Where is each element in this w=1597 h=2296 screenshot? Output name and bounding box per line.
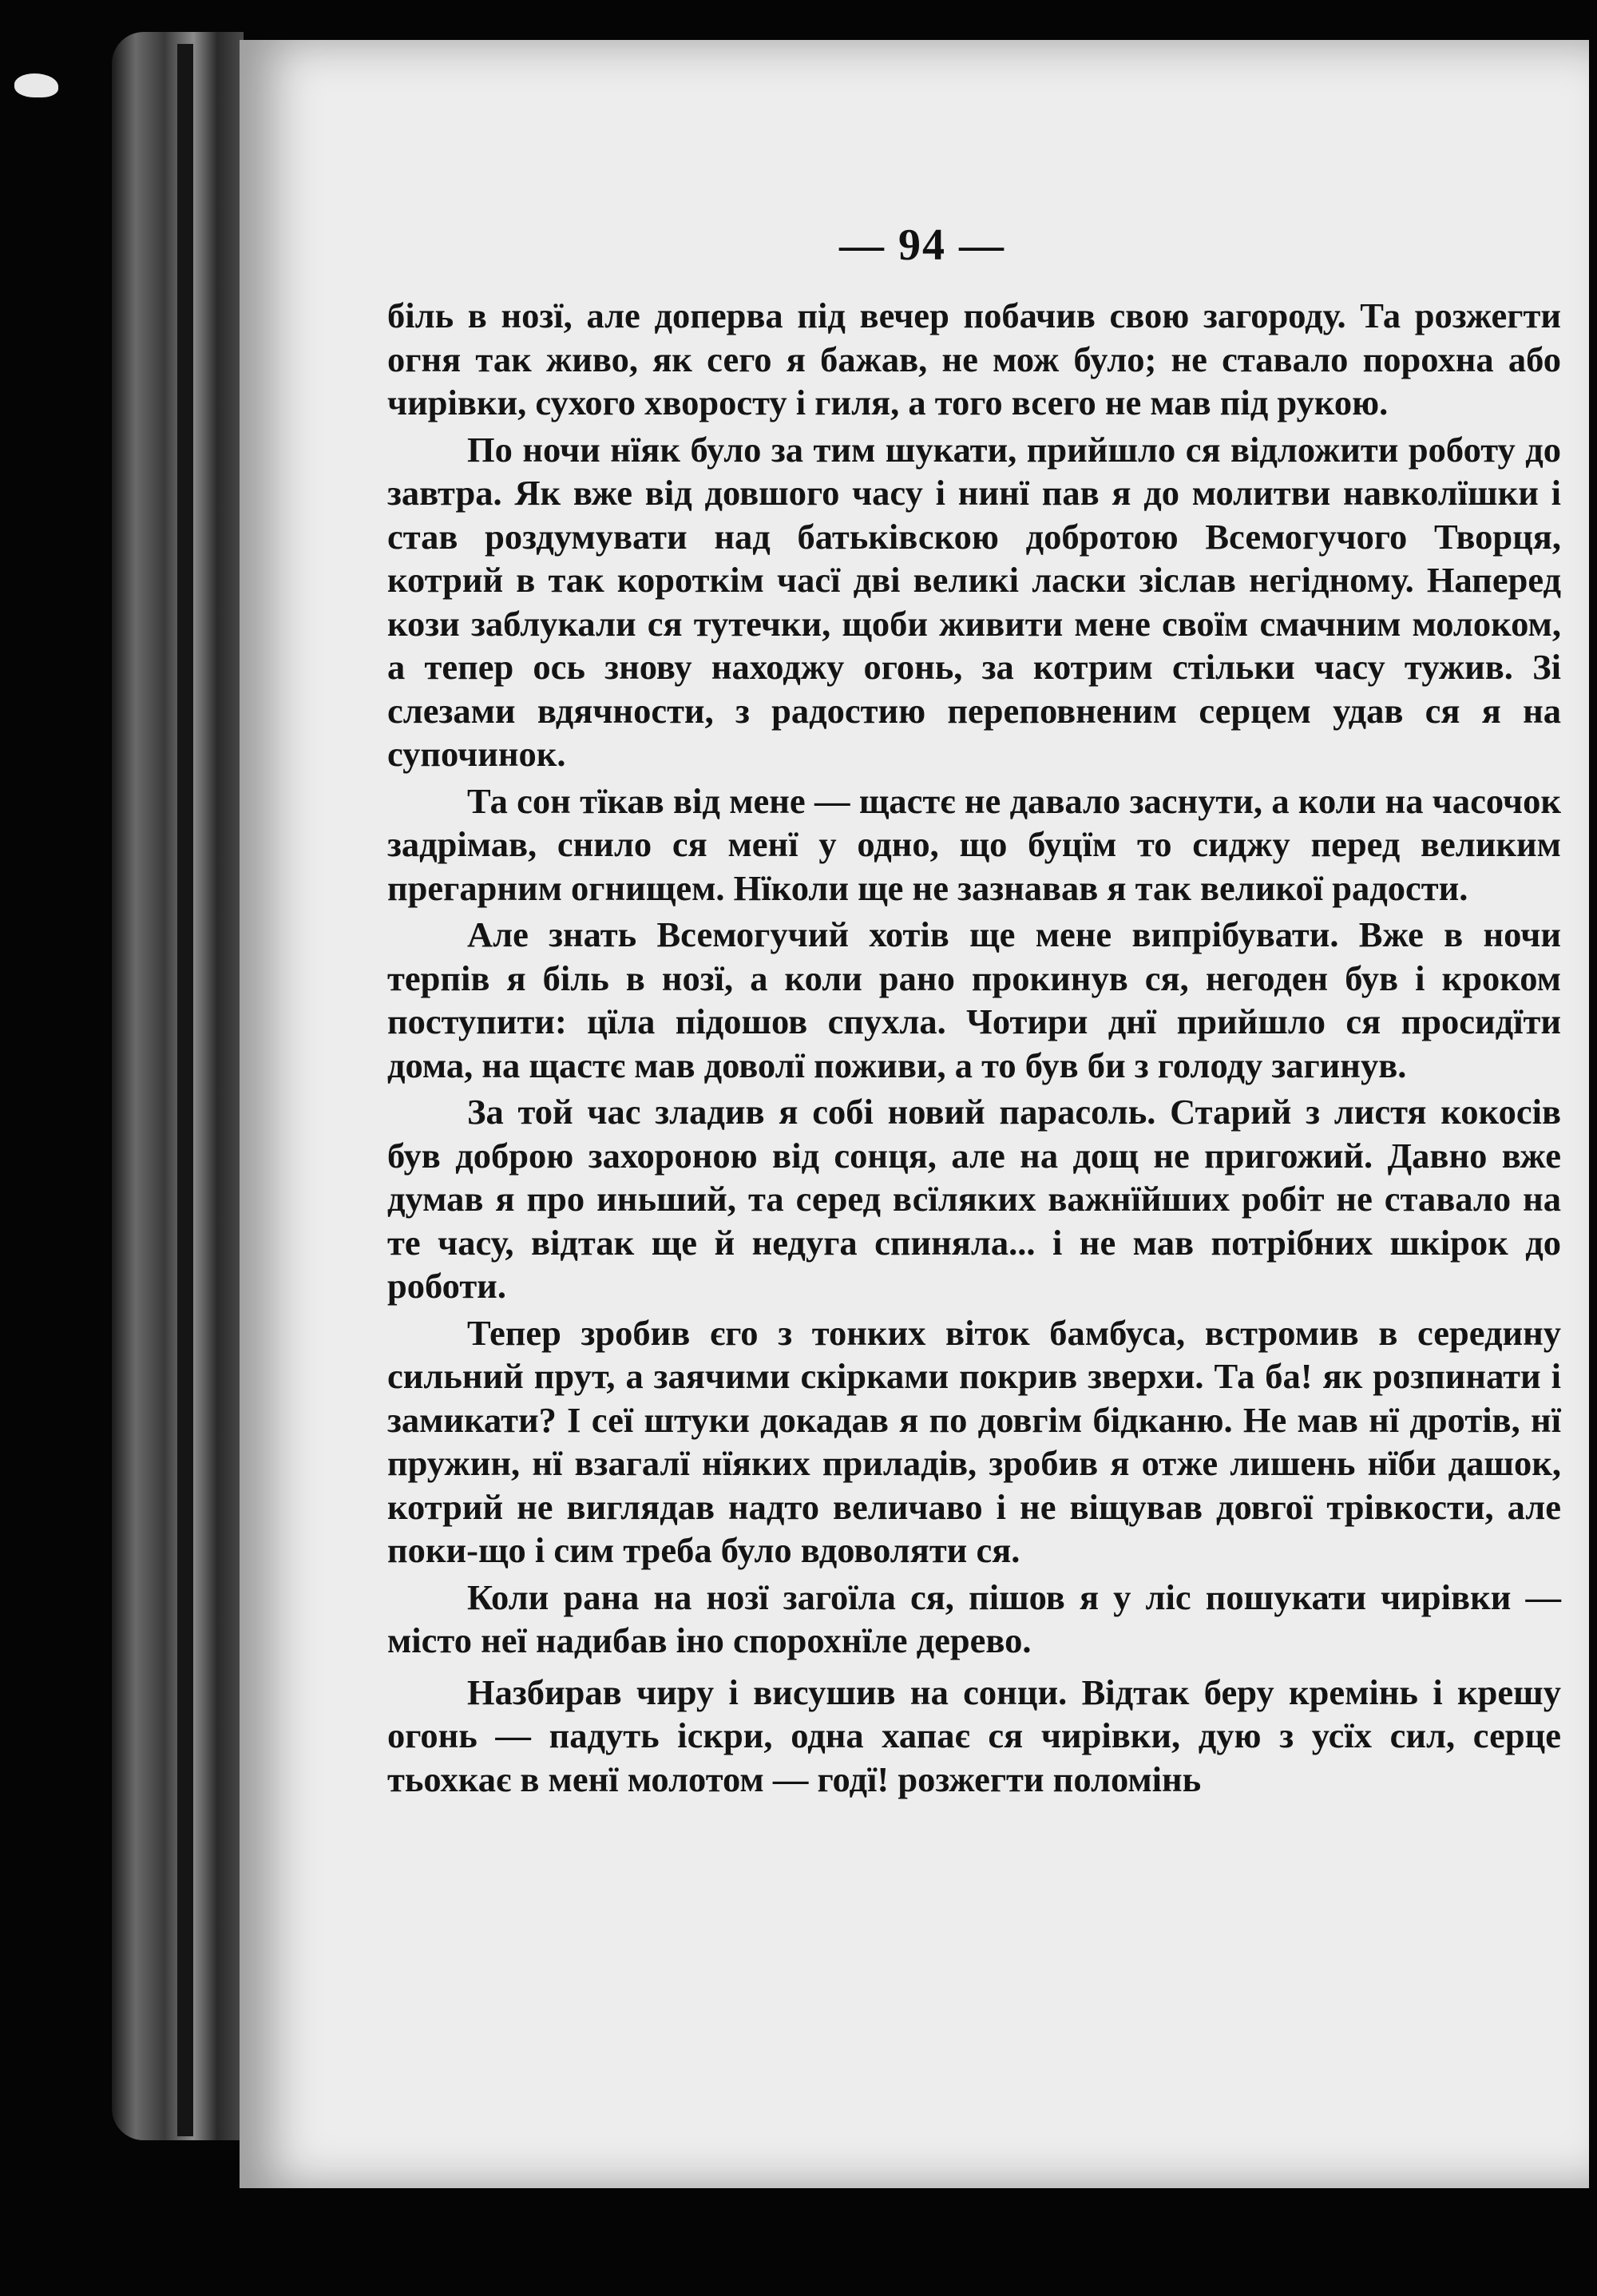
paragraph: Та сон тїкав від мене — щастє не давало заснути, а коли на часочок задрімав, снило ся менї у одно, що буцїм то сиджу перед великим прегарним огнищем. Нїколи ще не зазнавав я так великої радости.	[387, 780, 1561, 908]
paragraph: Назбирав чиру і висушив на сонци. Відтак беру кремінь і крешу огонь — падуть іскри, одна хапає ся чирівки, дую з усїх сил, серце тьохкає в менї молотом — годї! розжегти поломінь	[387, 1671, 1561, 1799]
body-text	[387, 294, 1561, 1804]
paragraph: Коли рана на нозї загоїла ся, пішов я у ліс пошукати чирівки — місто неї надибав іно спорохнїле дерево.	[387, 1576, 1561, 1660]
dust-speck	[14, 73, 58, 97]
paragraph: По ночи нїяк було за тим шукати, прийшло ся відложити роботу до завтра. Як вже від довшого часу і нинї пав я до молитви навколїшки і став роздумувати над батьківскою добротою Всемогучого Творця, котрий в так короткім часї дві великі ласки зіслав негідному. Наперед кози заблукали ся тутечки, щоби живити мене своїм смачним молоком, а тепер ось знову находжу огонь, за котрим стільки часу тужив. Зі слезами вдячности, з радостию переповненим серцем удав ся я на супочинок.	[387, 429, 1561, 774]
paragraph: Але знать Всемогучий хотів ще мене випрібувати. Вже в ночи терпів я біль в нозї, а коли рано прокинув ся, негоден був і кроком поступити: цїла підошов спухла. Чотири днї прийшло ся просидїти дома, на щастє мав доволї поживи, а то був би з голоду загинув.	[387, 914, 1561, 1085]
page-sheet	[240, 40, 1589, 2188]
paragraph: біль в нозї, але доперва під вечер побачив свою загороду. Та розжегти огня так живо, як сего я бажав, не мож було; не ставало порохна або чирівки, сухого хворосту і гиля, а того всего не мав під рукою.	[387, 295, 1561, 422]
paragraph: Тепер зробив єго з тонких віток бамбуса, встромив в середину сильний прут, а заячими скірками покрив зверхи. Та ба! як розпинати і замикати? І сеї штуки докадав я по довгім бідканю. Не мав нї дротів, нї пружин, нї взагалї нїяких приладів, зробив я отже лишень нїби дашок, котрий не виглядав надто величаво і не віщував довгої трівкости, але поки-що і сим треба було вдоволяти ся.	[387, 1312, 1561, 1570]
paragraph: За той час зладив я собі новий парасоль. Старий з листя кокосів був доброю захороною від сонця, але на дощ не пригожий. Давно вже думав я про иньший, та серед всїляких важнїйших робіт не ставало на те часу, відтак ще й недуга спиняла... і не мав потрібних шкірок до роботи.	[387, 1092, 1561, 1306]
page-number: — 94 —	[839, 220, 1005, 270]
spine-shadow	[177, 44, 193, 2136]
